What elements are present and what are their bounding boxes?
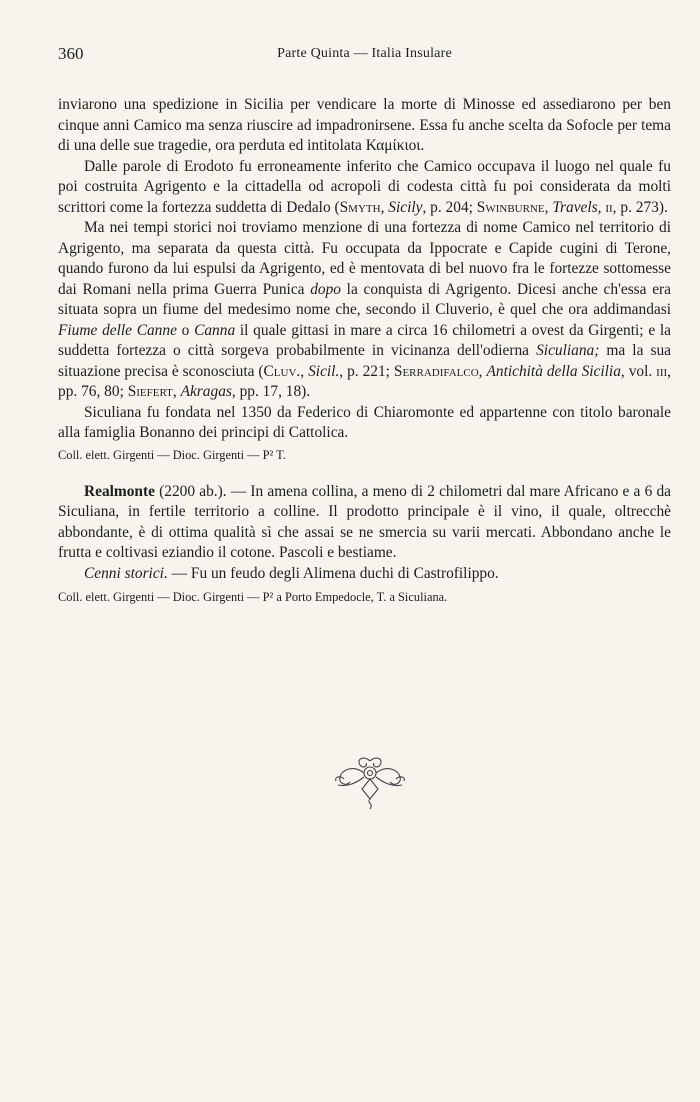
paragraph-erodoto: Dalle parole di Erodoto fu erroneamente inferito che Camico occupava il luogo nel quale fu poi costruita Agrigento e la cittadella od acropoli di codesta città fu poi considerata da molti scrittori come la fortezza suddetta di Dedalo (Smyth, Sicily, p. 204; Swinburne, Travels, ii, p. 273). — [58, 157, 671, 216]
paragraph-realmonte: Realmonte (2200 ab.). — In amena collina, a meno di 2 chilometri dal mare Africano e a 6 da Siculiana, in fertile territorio a colline. Il prodotto principale è il vino, il quale, oltrecchè abbondante, è di ottima qualità sì che assai se ne smercia su varii mercati. Abbondano anche le frutta e coltivasi eziandio il cotone. Pascoli e bestiame. — [58, 482, 671, 561]
page-body — [58, 95, 671, 606]
paragraph-fortezza-camico: Ma nei tempi storici noi troviamo menzione di una fortezza di nome Camico nel territorio di Agrigento, ma separata da questa città. Fu occupata da Ippocrate e Capide cugini di Terone, quando furono da lui espulsi da Agrigento, ed è mentovata di bel nuovo fra le fortezze sottomesse dai Romani nella prima Guerra Punica dopo la conquista di Agrigento. Dicesi anche ch'essa era situata sopra un fiume del medesimo nome che, secondo il Cluverio, è quel che ora addimandasi Fiume delle Canne o Canna il quale gittasi in mare a circa 16 chilometri a ovest da Girgenti; e la suddetta fortezza o città sorgeva probabilmente in vicinanza dell'odierna Siculiana; ma la sua situazione precisa è sconosciuta (Cluv., Sicil., p. 221; Serradifalco, Antichità della Sicilia, vol. iii, pp. 76, 80; Siefert, Akragas, pp. 17, 18). — [58, 219, 672, 400]
page-header — [58, 44, 671, 68]
paragraph-camico-siege: inviarono una spedizione in Sicilia per vendicare la morte di Minosse ed assediarono per ben cinque anni Camico ma senza riuscire ad impadronirsene. Essa fu anche scelta da Sofocle per tema di una delle sue tragedie, ora perduta ed intitolata Καμίκιοι. — [58, 96, 671, 154]
paragraph-cenni-storici: Cenni storici. — Fu un feudo degli Alimena duchi di Castrofilippo. — [84, 564, 499, 582]
page-number: 360 — [58, 44, 84, 63]
entry-title-realmonte: Realmonte — [84, 482, 155, 500]
electoral-note-realmonte: Coll. elett. Girgenti — Dioc. Girgenti — P² a Porto Empedocle, T. a Siculiana. — [58, 590, 448, 604]
electoral-note-siculiana: Coll. elett. Girgenti — Dioc. Girgenti — P² T. — [58, 447, 286, 462]
floral-ornament-icon — [320, 753, 420, 813]
paragraph-siculiana: Siculiana fu fondata nel 1350 da Federico di Chiaromonte ed appartenne con titolo baronale alla famiglia Bonanno dei principi di Cattolica. — [58, 403, 671, 441]
running-title: Parte Quinta — Italia Insulare — [277, 46, 452, 61]
